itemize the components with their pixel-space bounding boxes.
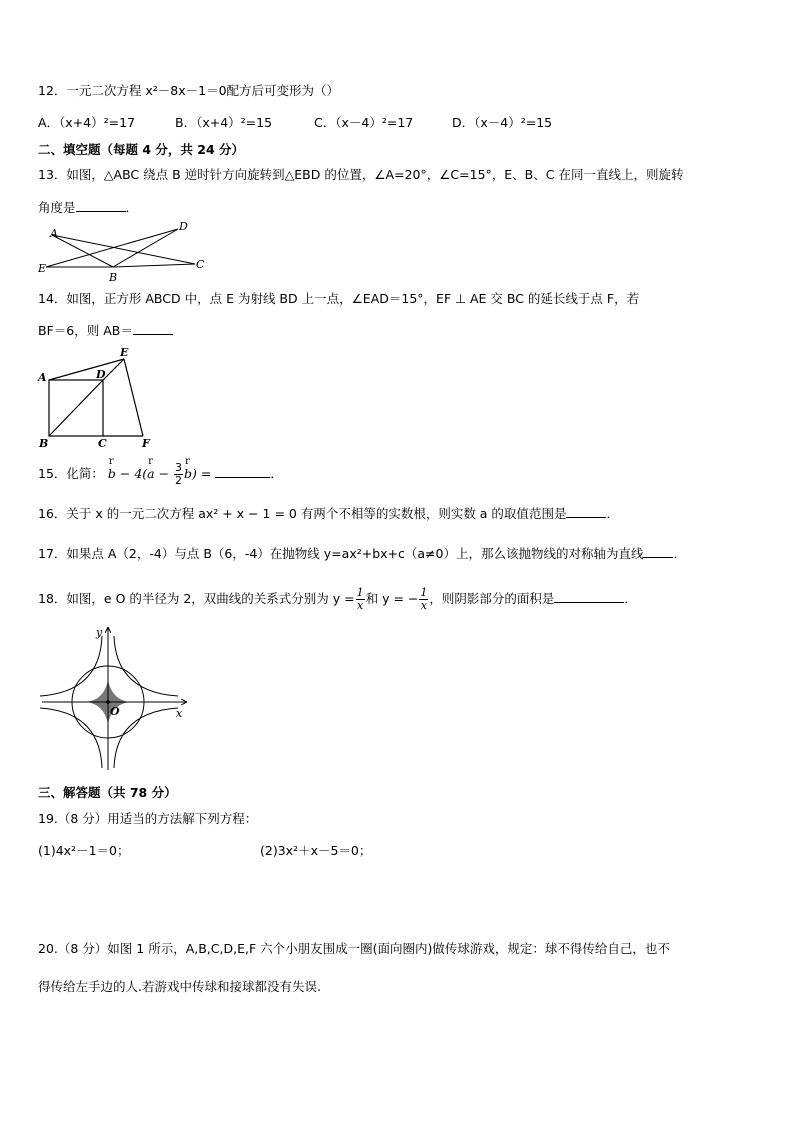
q18-figure <box>40 622 190 772</box>
q12-stem: 12．一元二次方程 x²－8x－1＝0配方后可变形为（） <box>38 83 340 98</box>
q13-stem: 13．如图，△ABC 绕点 B 逆时针方向旋转到△EBD 的位置，∠A=20°，∠C=15°，E、B、C 在同一直线上，则旋转 <box>38 167 684 182</box>
q13-blank <box>76 199 126 212</box>
q19-part2: (2)3x²＋x－5＝0； <box>260 843 372 858</box>
q12-option-c: C．（x－4）²=17 <box>314 115 414 130</box>
q15-suffix: ． <box>270 466 283 481</box>
q19-stem: 19.（8 分）用适当的方法解下列方程： <box>38 811 258 826</box>
q17-blank <box>643 545 673 558</box>
q15-blank <box>215 465 270 478</box>
q17-suffix: ． <box>673 546 686 561</box>
q15-vector-b2: r b <box>184 456 193 481</box>
q17-line <box>38 545 686 563</box>
q13-label-b: B <box>109 271 118 284</box>
q14-blank <box>133 322 173 335</box>
q16-suffix: ． <box>606 506 619 521</box>
q14-label-f: F <box>142 437 150 450</box>
q15-mid: − 4( <box>115 466 148 481</box>
q15-fraction: $\frac{3}{2}$ <box>175 461 183 487</box>
q14-label-a: A <box>38 371 47 384</box>
q13-label-a: A <box>50 227 58 240</box>
q12-option-d: D．（x－4）²=15 <box>452 115 553 130</box>
q12-option-b: B．（x+4）²=15 <box>175 115 273 130</box>
q13-figure <box>38 222 218 282</box>
q14-label-b: B <box>39 437 49 450</box>
q15-vector-b: r b <box>107 456 116 481</box>
q16-prefix: 16．关于 x 的一元二次方程 ax² + x − 1 = 0 有两个不相等的实数根，则实数 a 的取值范围是 <box>38 506 567 521</box>
q18-line <box>38 587 637 612</box>
q20-line2: 得传给左手边的人.若游戏中传球和接球都没有失误. <box>38 979 321 994</box>
section2-heading: 二、填空题（每题 4 分，共 24 分） <box>38 142 245 157</box>
q18-label-o: O <box>110 705 120 718</box>
q18-blank <box>554 590 624 603</box>
q18-mid: 和 y = − <box>365 591 419 606</box>
q14-label-d: D <box>96 368 106 381</box>
q18-suffix: ，则阴影部分的面积是 <box>429 591 555 606</box>
q18-label-x: x <box>176 707 183 720</box>
q13-label-d: D <box>179 220 188 233</box>
q19-part1: (1)4x²－1＝0； <box>38 843 130 858</box>
q13-answer-line <box>38 199 138 217</box>
q20-line1: 20.（8 分）如图 1 所示，A,B,C,D,E,F 六个小朋友围成一圈(面向圈内)做传球游戏，规定：球不得传给自己，也不 <box>38 941 670 956</box>
section3-heading: 三、解答题（共 78 分） <box>38 785 177 800</box>
q15-line <box>38 456 283 487</box>
q15-end: ) = <box>192 466 212 481</box>
q18-fraction-1: $\frac{1}{x}$ <box>356 586 364 612</box>
q14-label-e: E <box>120 346 129 359</box>
q14-stem: 14．如图，正方形 ABCD 中，点 E 为射线 BD 上一点，∠EAD＝15°，EF ⊥ AE 交 BC 的延长线于点 F，若 <box>38 291 640 306</box>
q16-line <box>38 505 619 523</box>
q13-label-e: E <box>38 262 47 275</box>
q17-prefix: 17．如果点 A（2，-4）与点 B（6，-4）在抛物线 y=ax²+bx+c（a≠0）上，那么该抛物线的对称轴为直线 <box>38 546 644 561</box>
q18-label-y: y <box>96 626 103 639</box>
q15-minus: − <box>154 466 174 481</box>
q12-option-a: A．（x+4）²=17 <box>38 115 136 130</box>
q16-blank <box>566 505 606 518</box>
q14-prefix: BF＝6，则 AB＝ <box>38 323 133 338</box>
q18-end: ． <box>624 591 637 606</box>
q18-fraction-2: $\frac{1}{x}$ <box>420 586 428 612</box>
q14-answer-line <box>38 322 173 340</box>
q15-vector-a: r a <box>147 456 155 481</box>
q15-prefix: 15．化简： <box>38 466 104 481</box>
q13-label-c: C <box>196 258 205 271</box>
q14-figure <box>36 344 166 450</box>
q13-prefix: 角度是 <box>38 200 76 215</box>
q13-suffix: ． <box>125 200 139 215</box>
q14-label-c: C <box>98 437 107 450</box>
q18-prefix: 18．如图，e O 的半径为 2，双曲线的关系式分别为 y = <box>38 591 355 606</box>
